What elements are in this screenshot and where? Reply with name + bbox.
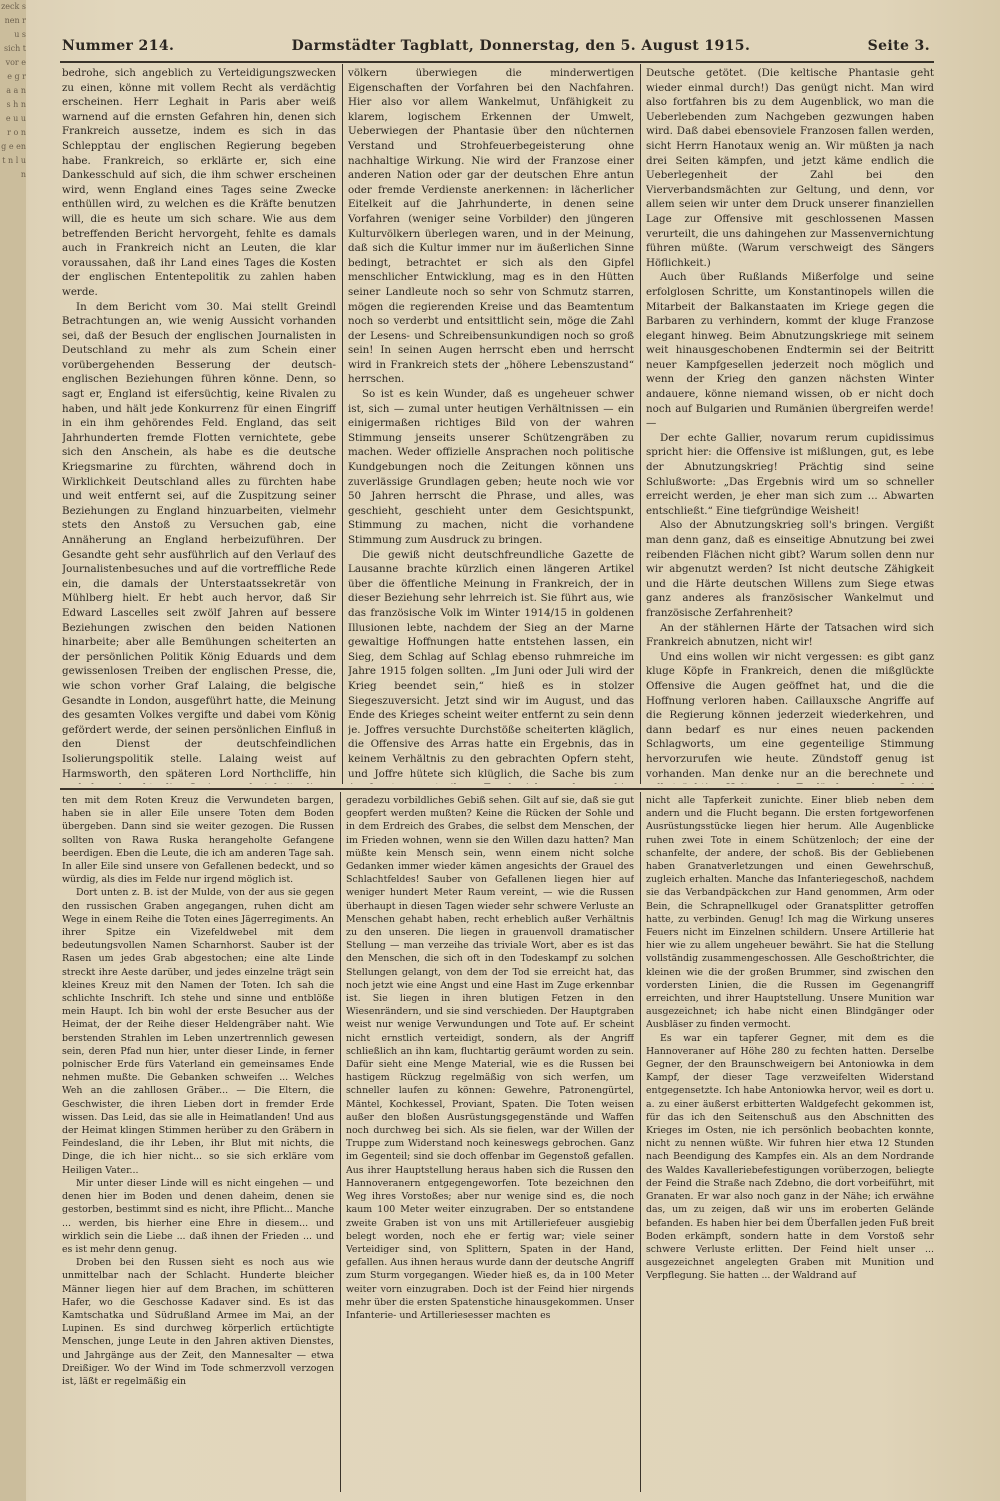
masthead-date: Darmstädter Tagblatt, Donnerstag, den 5. August 1915. (291, 38, 751, 54)
paragraph: Also der Abnutzungskrieg soll's bringen. Vergißt man denn ganz, daß es einseitige Abnutzung bei zwei reibenden Flächen nicht gibt? Warum sollen denn nur wir abgenutzt werden? Ist nicht deutsche Zähigkeit und die Härte deutschen Willens zum Siege etwas ganz anderes als französischer Wankelmut und französische Zerfahrenheit? (646, 519, 934, 619)
page-header (62, 38, 930, 60)
paragraph: Dort unten z. B. ist der Mulde, von der aus sie gegen den russischen Graben angegangen, ruhen dicht am Wege in einem Reihe die Toten eines Jägerregiments. An ihrer Spitze ein Vizefeldwebel mit dem bedeutungsvollen Namen Scharnhorst. Sauber ist der Rasen um jedes Grab abgestochen; eine alte Linde streckt ihre Aeste darüber, und jedes einzelne trägt sein kleines Kreuz mit den Namen der Toten. Ich sah die schlichte Inschrift. Ich stehe und sinne und entblöße mein Haupt. Ich bin wohl der erste Besucher aus der Heimat, der der Reihe dieser Heldengräber naht. Wie berstenden Strahlen im Leben unzertrennlich gewesen sein, deren Pfad nun hier, unter dieser Linde, in ferner polnischer Erde fürs Vaterland ein gemeinsames Ende nehmen mußte. Die Gebanken schweifen ... Welches Weh an die zahllosen Gräber... — Die Eltern, die Geschwister, die ihren Lieben dort in fremder Erde wissen. Das Leid, das sie alle in Heimatlanden! Und aus der Heimat klingen Stimmen herüber zu den Gräbern in Feindesland, die ihr Leben, ihr Blut mit nichts, die Dinge, die ich hier nicht... so sie sich erkläre vom Heiligen Vater... (62, 887, 334, 1176)
lower-column-rule-1 (340, 792, 341, 1492)
paragraph: ten mit dem Roten Kreuz die Verwundeten bargen, haben sie in aller Eile unsere Toten dem Boden übergeben. Dann sind sie weiter gezogen. Die Russen sollten von Rawa Ruska herangeholte Gefangene beerdigen. Eben die Leute, die ich am anderen Tage sah. In aller Eile sind unsere von Gefallenen bedeckt, und so würdig, als dies im Felde nur irgend möglich ist. (62, 795, 334, 886)
paragraph: Mir unter dieser Linde will es nicht eingehen — und denen hier im Boden und denen daheim, denen sie gestorben, bestimmt sind es nicht, ihre Pflicht... Manche ... werden, bis hierher eine Ehre in diesem... und wirklich sein die Liebe ... daß ihnen der Frieden ... und es ist mehr denn genug. (62, 1177, 334, 1255)
paragraph: Es war ein tapferer Gegner, mit dem es die Hannoveraner auf Höhe 280 zu fechten hatten. Derselbe Gegner, der den Braunschweigern bei Antoniowka in dem Kampf, der dieser Tage verzweifelten Widerstand entgegensetzte. Ich habe Antoniowka hervor, weil es dort u. a. zu einer äußerst erbitterten Waldgefecht gekommen ist, für das ich den Seitenschuß aus den Abschnitten des Krieges im Osten, nie ich persönlich beobachten konnte, nicht zu nennen wüßte. Wir fuhren hier etwa 12 Stunden nach Beendigung des Kampfes ein. Als an dem Nordrande des Waldes Kavalleriebefestigungen vorüberzogen, beliegte der Feind die Straße nach Zdebno, die dort vorbeiführt, mit Granaten. Er war also noch ganz in der Nähe; ich erwähne das, um zu zeigen, daß wir uns im eroberten Gelände befanden. Es haben hier bei dem Überfallen jeden Fuß breit Boden erkämpft, sondern hatte in dem Vorstoß sehr schwere Verluste erlitten. Der Feind hielt unser ... ausgezeichnet angelegten Graben mit Munition und Verpflegung. Sie hatten ... der Waldrand auf (646, 1032, 934, 1282)
paragraph: Die gewiß nicht deutschfreundliche Gazette de Lausanne brachte kürzlich einen längeren Artikel über die öffentliche Meinung in Frankreich, der in dieser Beziehung sehr lehrreich ist. Sie führt aus, wie das französische Volk im Winter 1914/15 in goldenen Illusionen lebte, nachdem der Sieg an der Marne gewaltige Hoffnungen hatte entstehen lassen, ein Sieg, dem Schlag auf Schlag ebenso ruhmreiche im Jahre 1915 folgen sollten. „Im Juni oder Juli wird der Krieg beendet sein,“ hieß es in stolzer Siegeszuversicht. Jetzt sind wir im August, und das Ende des Krieges scheint weiter entfernt zu sein denn je. Joffres versuchte Durchstöße scheiterten kläglich, die Offensive des Arras hatte ein Ergebnis, das in keinem Verhältnis zu den gebrachten Opfern steht, und Joffre hütete sich klüglich, die Sache bis zum (348, 548, 634, 780)
paragraph: Droben bei den Russen sieht es noch aus wie unmittelbar nach der Schlacht. Hunderte bleicher Männer liegen hier auf dem Brachen, im schütteren Hafer, wo die Geschosse Kadaver sind. Es ist das Kamtschatka und Südrußland Armee im Mai, an der Lupinen. Es sind durchweg körperlich ertüchtigte Menschen, junge Leute in den Jahren aktiven Dienstes, und Jahrgänge aus der Zeit, den Mannesalter — etwa Dreißiger. Wo der Wind im Tode schmerzvoll verzogen ist, läßt er regelmäßig ein (62, 1257, 334, 1387)
paragraph: So ist es kein Wunder, daß es ungeheuer schwer ist, sich — zumal unter heutigen Verhältnissen — ein einigermaßen richtiges Bild von der wahren Stimmung jenseits unserer Schützengräben zu machen. Weder offizielle Ansprachen noch politische Kundgebungen noch die Zeitungen können uns zuverlässige Grundlagen geben; heute noch wie vor 50 Jahren herrscht die Phrase, und alles, was geschieht, geschieht unter dem Gesichtspunkt, Stimmung zu machen, nicht die vorhandene Stimmung zum Ausdruck zu bringen. (348, 388, 634, 546)
paragraph: nicht alle Tapferkeit zunichte. Einer blieb neben dem andern und die Flucht begann. Die ersten fortgeworfenen Ausrüstungsstücke liegen hier herum. Alle Augenblicke ruhen zwei Tote in einem Schützenloch; der eine der schanfelte, der andere, der schoß. Bis der Gebliebenen haben Granatverletzungen und einen Gewehrschuß, zugleich erhalten. Manche das Infanteriegeschoß, nachdem sie das Verbandpäckchen zur Hand genommen, Arm oder Bein, die Schrapnellkugel oder Granatsplitter getroffen hatte, zu verbinden. Genug! Ich mag die Wirkung unseres Feuers nicht im Einzelnen schildern. Unsere Artillerie hat hier wie zu allem ungeheuer bewährt. Sie hat die Stellung vollständig zusammengeschossen. Alle Geschoßtrichter, die kleinen wie die der großen Brummer, sind zwischen den vordersten Linien, die die Russen im Gegenangriff erreichten, und ihrer Hauptstellung. Unsere Munition war ausgezeichnet; ich habe nicht einen Blindgänger oder Ausbläser zu finden vermocht. (646, 795, 934, 1031)
lower-column-rule-2 (640, 792, 641, 1492)
paragraph: Auch über Rußlands Mißerfolge und seine erfolglosen Schritte, um Konstantinopels willen die Mitarbeit der Balkanstaaten im Kriege gegen die Barbaren zu verhindern, kommt der kluge Franzose elegant hinweg. Beim Abnutzungskriege mit seinem weit hinausgeschobenen Endtermin sei der Beitritt neuer Kampfgesellen jederzeit noch möglich und wenn der Krieg den ganzen nächsten Winter andauere, könne niemand wissen, ob er nicht doch noch auf Bulgarien und Rumänien übergreifen werde! — (646, 271, 934, 430)
column-rule-1 (342, 64, 343, 784)
paragraph: Der echte Gallier, novarum rerum cupidissimus spricht hier: die Offensive ist mißlungen, gut, es lebe der Abnutzungskrieg! Prächtig sind seine Schlußworte: „Das Ergebnis wird um so schneller erreicht werden, je eher man sich zum ... Abwarten entschließt.“ Eine tiefgründige Weisheit! (646, 431, 934, 517)
paragraph: An der stählernen Härte der Tatsachen wird sich Frankreich abnutzen, nicht wir! (646, 621, 934, 649)
feuilleton-column-3 (646, 794, 934, 1494)
paragraph: Deutsche getötet. (Die keltische Phantasie geht wieder einmal durch!) Das genügt nicht. Man wird also fortfahren bis zu dem Augenblick, wo man die Ueberlebenden zum Nachgeben gezwungen haben wird. Daß dabei ebensoviele Franzosen fallen werden, sicht Herrn Hanotaux wenig an. Wir müßten ja nach drei Seiten kämpfen, und jetzt käme endlich die Ueberlegenheit der Zahl bei den Vierverbandsmächten zur Geltung, und denn, vor allem seien wir unter dem Druck unserer finanziellen Lage zur Offensive mit geschlossenen Massen verurteilt, die uns dahingehen zur Massenvernichtung führen müßte. (Warum verschweigt des Sängers Höflichkeit.) (646, 67, 934, 269)
paragraph: bedrohe, sich angeblich zu Verteidigungszwecken zu einen, könne mit vollem Recht als verdächtig erscheinen. Herr Leghait in Paris aber weiß warnend auf die ernsten Gefahren hin, denen sich Frankreich aussetze, indem es sich in das Schlepptau der englischen Regierung begeben habe. Frankreich, so erklärte er, sich eine Dankesschuld auf sich, die ihm schwer erscheinen wird, wenn England eines Tages seine Zwecke enthüllen wird, zu welchen es die Kräfte benutzen will, die es heute um sich schare. Wie aus dem betreffenden Bericht hervorgeht, fehlte es damals auch in Frankreich nicht an Leuten, die klar voraussahen, daß ihr Land eines Tages die Kosten der englischen Ententepolitik zu zahlen haben werde. (62, 67, 336, 298)
paragraph: Und eins wollen wir nicht vergessen: es gibt ganz kluge Köpfe in Frankreich, denen die mißglückte Offensive die Augen geöffnet hat, und die die Hoffnung verloren haben. Caillauxsche Angriffe auf die Regierung können jederzeit wiederkehren, und dann bedarf es nur eines neuen packenden Schlagworts, um eine gegenteilige Stimmung hervorzurufen wie heute. Zündstoff genug ist vorhanden. Man denke nur an die berechnete und (646, 650, 934, 780)
adjacent-page-margin (0, 0, 26, 1501)
page-number: Seite 3. (867, 38, 930, 54)
column-rule-2 (640, 64, 641, 784)
article-column-1 (62, 66, 336, 784)
article-column-3 (646, 66, 934, 784)
section-divider-rule (60, 788, 934, 790)
paragraph: In dem Bericht vom 30. Mai stellt Greindl Betrachtungen an, wie wenig Aussicht vorhanden sei, daß der Besuch der englischen Journalisten in Deutschland zu mehr als zum Schein einer vorübergehenden Besserung der deutsch-englischen Beziehungen führen könne. Denn, so sagt er, England ist eifersüchtig, keine Rivalen zu haben, und hält jede Konkurrenz für einen Eingriff in ein ihm gehörendes Feld. England, das seit Jahrhunderten fremde Flotten vernichtete, gebe sich den Anschein, als habe es die deutsche Kriegsmarine zu fürchten, während doch in Wirklichkeit Deutschland alles zu fürchten habe und weit entfernt sei, auf die Zuspitzung seiner Beziehungen zu England hinzuarbeiten, vielmehr stets den Anstoß zu Versuchen gab, eine Annäherung an England herbeizuführen. Der Gesandte geht sehr ausführlich auf den Verlauf des Journalistenbesuches und auf die vortreffliche Rede ein, die damals der Unterstaatssekretär von Mühlberg hielt. Er hebt auch hervor, daß Sir Edward Lascelles seit zwölf Jahren auf bessere Beziehungen zwischen den beiden Nationen hinarbeite; aber alle Bemühungen scheiterten an der persönlichen Politik König Eduards und dem gewissenlosen Treiben der englischen Presse, die, wie schon vorher Graf Lalaing, die belgische Gesandte in London, ausgeführt hatte, die Meinung des gesamten Volkes vergifte und dabei vom König gefördert werde, der seinen persönlichen Einfluß in den Dienst der deutschfeindlichen Isolierungspolitik stelle. Lalaing weist auf Harmsworth, den späteren Lord Northcliffe, hin (62, 300, 336, 780)
margin-fragments: zeck s nen r u s sich t vor e e g r a a n s h n e u u r o n g e en t n l u n (1, 2, 26, 179)
paragraph: völkern überwiegen die minderwertigen Eigenschaften der Vorfahren bei den Nachfahren. Hier also vor allem Wankelmut, Unfähigkeit zu klarem, logischem Erkennen der Umwelt, Ueberwiegen der Phantasie über den nüchternen Verstand und Strohfeuerbegeisterung ohne nachhaltige Wirkung. Nie wird der Franzose einer anderen Nation oder gar der deutschen Ehre antun oder fremde Verdienste anerkennen: in lächerlicher Eitelkeit auf die Jahrhunderte, in denen seine Vorfahren (weniger seine Vorbilder) den jüngeren Kulturvölkern überlegen waren, und in der Meinung, daß sich die Kultur immer nur im äußerlichen Sinne bedingt, betrachtet er sich als den Gipfel menschlicher Entwicklung, mag es in den Hütten seiner Landleute noch so sehr von Schmutz starren, mögen die regierenden Kreise und das Beamtentum noch so verderbt und entsittlicht sein, möge die Zahl der Lesens- und Schreibensunkundigen noch so groß sein! In seinen Augen herrscht eben und herrscht wird in Frankreich stets der „höhere Lebenszustand“ herrschen. (348, 67, 634, 386)
paragraph: geradezu vorbildliches Gebiß sehen. Gilt auf sie, daß sie gut geopfert werden mußten? Keine die Rücken der Sohle und in dem Erdreich des Grabes, die selbst dem Menschen, der im Frieden wohnen, wenn sie den Willen dazu hatten? Man müßte kein Mensch sein, wenn einem nicht solche Gedanken immer wieder kämen angesichts der Grauel des Schlachtfeldes! Sauber von Gefallenen liegen hier auf weniger hundert Meter Raum vereint, — wie die Russen überhaupt in diesen Tagen wieder sehr schwere Verluste an Menschen gehabt haben, recht erheblich außer Verhältnis zu den unseren. Die liegen in grauenvoll dramatischer Stellung — man verzeihe das triviale Wort, aber es ist das den Menschen, die sich oft in den Todeskampf zu solchen Stellungen gelangt, von dem der Tod sie erreicht hat, das noch jetzt wie eine Angst und eine Hast im Zuge erkennbar ist. Sie liegen in ihren blutigen Fetzen in den Wiesenrändern, und sie sind verschieden. Der Hauptgraben weist nur wenige Verwundungen und Tote auf. Er scheint nicht ernstlich verteidigt, sondern, als der Angriff schließlich an ihn kam, fluchtartig geräumt worden zu sein. Dafür sieht eine Menge Material, wie es die Russen bei hastigem Rückzug regelmäßig von sich werfen, um schneller laufen zu können: Gewehre, Patronengürtel, Mäntel, Kochkessel, Proviant, Spaten. Die Toten weisen außer den bloßen Ausrüstungsgegenstände und Waffen noch durchweg bei sich. Als sie fielen, war der Willen der Truppe zum Widerstand noch keineswegs gebrochen. Ganz im Gegenteil; sind sie doch offenbar im Gegenstoß gefallen. Aus ihrer Hauptstellung heraus haben sich die Russen den Hannoveranern entgegengeworfen. Tote bezeichnen den Weg ihres Vorstoßes; aber nur wenige sind es, die noch kaum 100 Meter weiter einzugraben. Der so entstandene zweite Graben ist von uns mit Artilleriefeuer ausgiebig belegt worden, noch ehe er fertig war; viele seiner Verteidiger sind, von Splittern, Spaten in der Hand, gefallen. Aus ihnen heraus wurde dann der deutsche Angriff zum Sturm vorgegangen. Wieder hieß es, da in 100 Meter weiter vorn einzugraben. Doch ist der Feind hier nirgends mehr über die ersten Spatenstiche hinausgekommen. Unser Infanterie- und Artilleriesesser machten es (346, 795, 634, 1321)
article-column-2 (348, 66, 634, 784)
header-rule (60, 61, 934, 63)
feuilleton-column-2 (346, 794, 634, 1494)
feuilleton-column-1 (62, 794, 334, 1494)
issue-number: Nummer 214. (62, 38, 175, 54)
